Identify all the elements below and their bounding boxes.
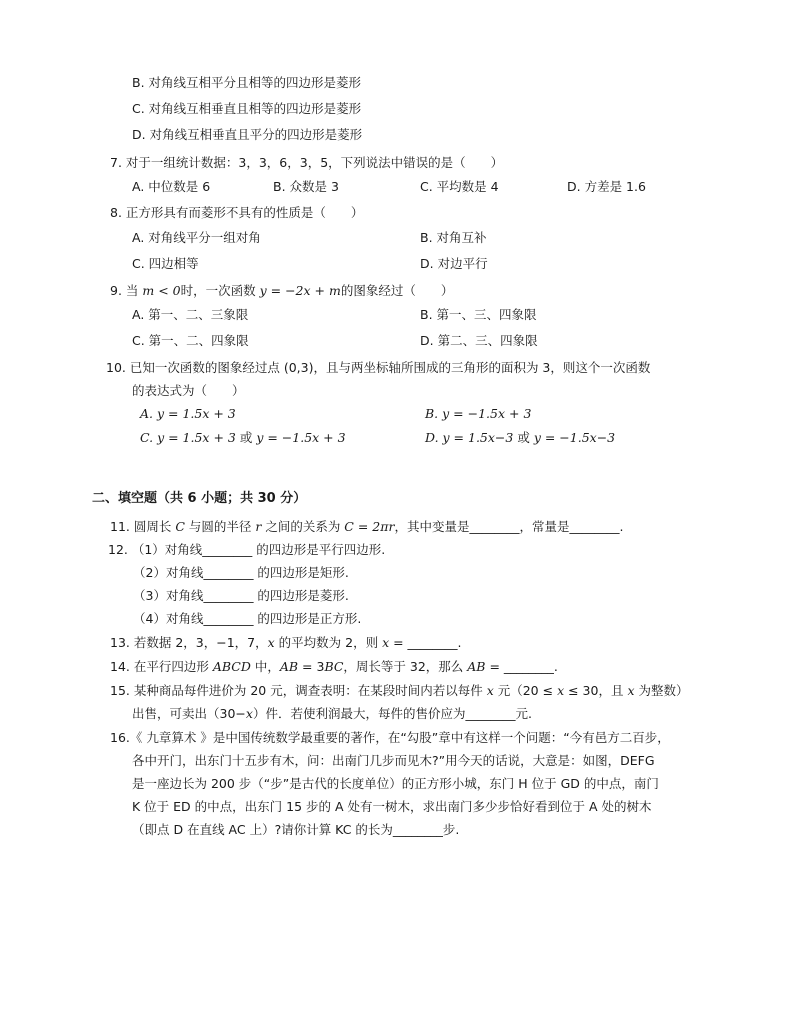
- q16-line3: 是一座边长为 200 步（“步”是古代的长度单位）的正方形小城，东门 H 位于 GD 的中点，南门: [132, 776, 659, 791]
- q10-stem-line2: 的表达式为（ ）: [132, 383, 245, 398]
- q14-mid3: ，周长等于 32，那么: [343, 659, 468, 674]
- q15-l1-mid: 元（20 ≤: [493, 683, 558, 698]
- q10-option-b: B. y = −1.5x + 3: [425, 406, 532, 421]
- q10-option-c-eq2: y = −1.5x + 3: [256, 430, 346, 445]
- q15-l1-pre: 15. 某种商品每件进价为 20 元，调查表明：在某段时间内若以每件: [110, 683, 487, 698]
- q9-option-a: A. 第一、二、三象限: [132, 307, 249, 322]
- q15-l1-post: 为整数）: [634, 683, 689, 698]
- q15-line2: [132, 705, 532, 723]
- q10-option-d-or: 或: [513, 430, 534, 445]
- q9-option-c: C. 第一、二、四象限: [132, 333, 249, 348]
- q14: [110, 658, 558, 676]
- q10-option-c-or: 或: [235, 430, 257, 445]
- q11-mid2: 之间的关系为: [261, 519, 345, 534]
- q15-l1-mid2: ≤ 30，且: [564, 683, 628, 698]
- q12-line3: （3）对角线________ 的四边形是菱形.: [133, 588, 349, 603]
- q13-pre: 13. 若数据 2，3，−1，7，: [110, 635, 268, 650]
- q9-stem-post: 的图象经过（ ）: [340, 283, 454, 298]
- q11: [110, 518, 623, 536]
- q15-l2-x: x: [245, 706, 253, 721]
- q11-formula: C = 2πr: [344, 519, 395, 534]
- q7-option-d: D. 方差是 1.6: [567, 179, 646, 194]
- section-header-fill-in: 二、填空题（共 6 小题；共 30 分）: [92, 491, 307, 506]
- q15-l2-post: ）件．若使利润最大，每件的售价应为________元.: [252, 706, 532, 721]
- q8-option-d: D. 对边平行: [420, 256, 488, 271]
- q10-option-d: [425, 429, 615, 447]
- q8-option-a: A. 对角线平分一组对角: [132, 230, 261, 245]
- q13: [110, 634, 462, 652]
- q14-post: = ________.: [485, 659, 558, 674]
- q14-pre: 14. 在平行四边形: [110, 659, 213, 674]
- q11-var-r: r: [255, 519, 262, 534]
- q13-post: ________.: [403, 635, 462, 650]
- q15-l1-x: x: [486, 683, 494, 698]
- q16-line4: K 位于 ED 的中点，出东门 15 步的 A 处有一树木，求出南门多少步恰好看到位于 A 处的树木: [132, 799, 652, 814]
- q14-bc: BC: [324, 659, 344, 674]
- q9-condition: m < 0: [142, 283, 181, 298]
- q10-option-c-eq1: C. y = 1.5x + 3: [140, 430, 236, 445]
- q9-stem: [110, 282, 453, 300]
- q16-line5: （即点 D 在直线 AC 上）?请你计算 KC 的长为________步.: [132, 822, 460, 837]
- q14-mid2: = 3: [298, 659, 325, 674]
- q7-stem: 7. 对于一组统计数据：3，3，6，3，5，下列说法中错误的是（ ）: [110, 155, 504, 170]
- q9-option-d: D. 第二、三、四象限: [420, 333, 538, 348]
- q12-line4: （4）对角线________ 的四边形是正方形.: [133, 611, 362, 626]
- q10-option-d-eq1: D. y = 1.5x−3: [425, 430, 514, 445]
- q14-abcd: ABCD: [212, 659, 251, 674]
- q7-option-a: A. 中位数是 6: [132, 179, 211, 194]
- q10-stem-line1: 10. 已知一次函数的图象经过点 (0,3)，且与两坐标轴所围成的三角形的面积为 3，则这个一次函数: [106, 360, 651, 375]
- q7-option-c: C. 平均数是 4: [420, 179, 499, 194]
- q14-ab2: AB: [467, 659, 486, 674]
- q8-stem: 8. 正方形具有而菱形不具有的性质是（ ）: [110, 205, 364, 220]
- q13-eq: x =: [382, 635, 404, 650]
- q7-option-b: B. 众数是 3: [273, 179, 339, 194]
- q6-option-c: C. 对角线互相垂直且相等的四边形是菱形: [132, 101, 362, 116]
- q12-line2: （2）对角线________ 的四边形是矩形.: [133, 565, 349, 580]
- q11-var-c: C: [175, 519, 185, 534]
- q15-l2-pre: 出售，可卖出（30−: [132, 706, 246, 721]
- q15-l1-x2: x: [557, 683, 565, 698]
- q16-line1: 16.《 九章算术 》是中国传统数学最重要的著作，在“勾股”章中有这样一个问题：“今有邑方二百步，: [110, 730, 670, 745]
- q13-mid: 的平均数为 2，则: [274, 635, 383, 650]
- q9-stem-mid: 时，一次函数: [180, 283, 260, 298]
- q6-option-b: B. 对角线互相平分且相等的四边形是菱形: [132, 75, 362, 90]
- q16-line2: 各中开门，出东门十五步有木，问：出南门几步而见木?”用今天的话说，大意是：如图，DEFG: [132, 753, 655, 768]
- q10-option-d-eq2: y = −1.5x−3: [533, 430, 616, 445]
- q9-stem-pre: 9. 当: [110, 283, 143, 298]
- q15-l1-x3: x: [627, 683, 635, 698]
- q15-line1: [110, 682, 688, 700]
- q10-option-c: [140, 429, 346, 447]
- q12-line1: 12. （1）对角线________ 的四边形是平行四边形.: [108, 542, 386, 557]
- q6-option-d: D. 对角线互相垂直且平分的四边形是菱形: [132, 127, 363, 142]
- q8-option-b: B. 对角互补: [420, 230, 487, 245]
- q11-post: ，其中变量是________，常量是________.: [394, 519, 624, 534]
- q14-ab: AB: [279, 659, 299, 674]
- q11-mid1: 与圆的半径: [184, 519, 256, 534]
- q10-option-a: A. y = 1.5x + 3: [140, 406, 236, 421]
- q9-function: y = −2x + m: [259, 283, 341, 298]
- q9-option-b: B. 第一、三、四象限: [420, 307, 537, 322]
- q11-pre: 11. 圆周长: [110, 519, 176, 534]
- q13-var: x: [267, 635, 275, 650]
- q14-mid1: 中，: [250, 659, 280, 674]
- q8-option-c: C. 四边相等: [132, 256, 199, 271]
